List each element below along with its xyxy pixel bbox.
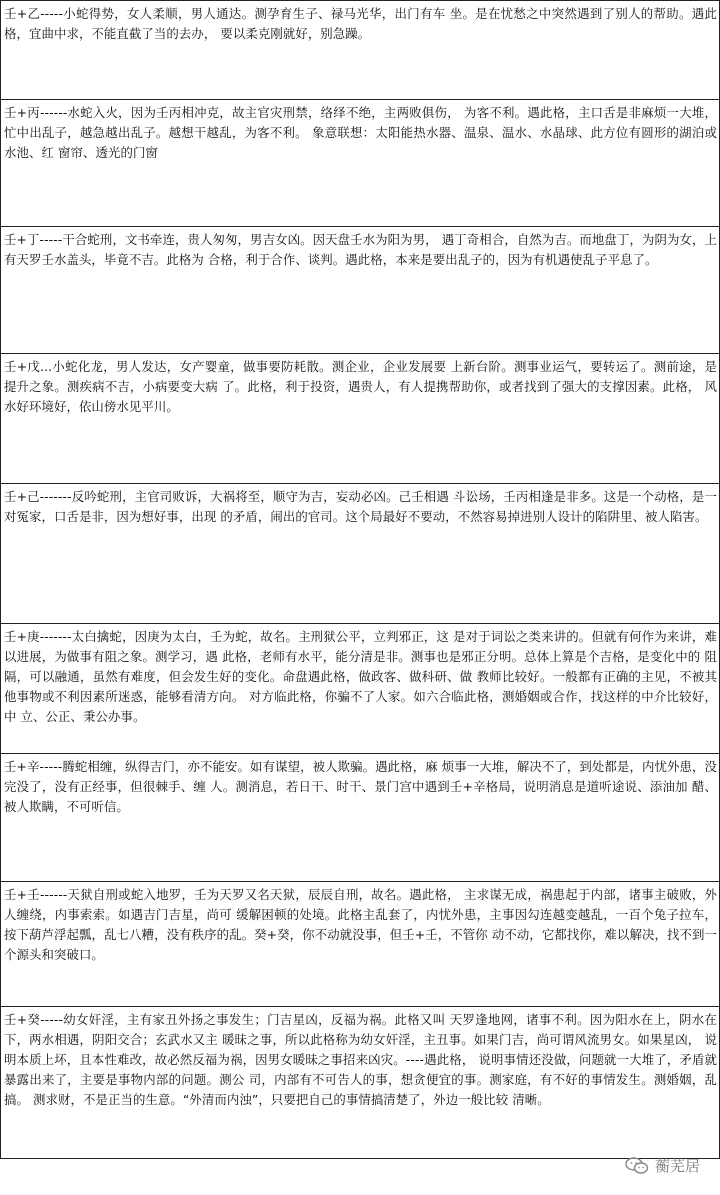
row-text: 壬+乙-----小蛇得势，女人柔顺，男人通达。测孕育生子、禄马光华，出门有车 坐。是在忧愁之中突然遇到了别人的帮助。遇此格，宜曲中求，不能直截了当的去办， 要以柔克刚就好，别急躁。 <box>4 6 717 41</box>
table-row <box>1 1 719 100</box>
table-row <box>1 100 719 227</box>
table-row <box>1 484 719 624</box>
table-row <box>1 354 719 484</box>
table-row <box>1 754 719 882</box>
row-text: 壬+壬------天狱自刑或蛇入地罗，壬为天罗又名天狱，辰辰自刑，故名。遇此格， 主求谋无成，祸患起于内部，诸事主破败，外人缠绕，内事索索。如遇吉门吉星，尚可 缓解困顿的处境。此格主乱套了，内忧外患，主事因勾连越变越乱，一百个兔子拉车， 按下葫芦浮起瓢，乱七八糟，没有秩序的乱。癸+癸，你不动就没事，但壬+壬，不管你 动不动，它都找你，难以解决，找不到一个源头和突破口。 <box>4 887 717 962</box>
watermark <box>625 1155 700 1176</box>
row-text: 壬+丙------水蛇入火，因为壬丙相冲克，故主官灾刑禁，络绎不绝，主两败俱伤， 为客不利。遇此格，主口舌是非麻烦一大堆，忙中出乱子，越急越出乱子。越想干越乱，为客不利。 象意联想：太阳能热水器、温泉、温水、水晶球、此方位有圆形的湖泊或水池、红 窗帘、透光的门窗 <box>4 105 717 160</box>
wechat-icon <box>625 1157 649 1175</box>
row-text: 壬+庚-------太白擒蛇，因庚为太白，壬为蛇，故名。主刑狱公平，立判邪正，这 是对于词讼之类来讲的。但就有何作为来讲，难以进展，为做事有阻之象。测学习，遇 此格，老师有水平，能分清是非。测事也是邪正分明。总体上算是个吉格，是变化中的 阻隔，可以融通，虽然有难度，但会发生好的变化。命盘遇此格，做政客、做科研、做 教师比较好。一般都有正确的主见，不被其他事物或不利因素所迷惑，能够看清方向。 对方临此格，你骗不了人家。如六合临此格，测婚姻或合作，找这样的中介比较好，中 立、公正、秉公办事。 <box>4 629 717 724</box>
row-text: 壬+辛-----腾蛇相缠，纵得吉门，亦不能安。如有谋望，被人欺骗。遇此格，麻 烦事一大堆，解决不了，到处都是，内忧外患，没完没了，没有正经事，但很棘手、缠 人。测消息，若日干、时干、景门宫中遇到壬+辛格局，说明消息是道听途说、添油加 醋、被人欺瞒，不可听信。 <box>4 759 717 814</box>
table-row <box>1 1007 719 1159</box>
row-text: 壬+戊...小蛇化龙，男人发达，女产婴童，做事要防耗散。测企业，企业发展要 上新台阶。测事业运气，要转运了。测前途，是提升之象。测疾病不吉，小病要变大病 了。此格，利于投资，遇贵人，有人提携帮助你，或者找到了强大的支撑因素。此格， 风水好环境好，依山傍水见平川。 <box>4 359 717 414</box>
table-row <box>1 227 719 354</box>
row-text: 壬+丁-----干合蛇刑，文书牵连，贵人匆匆，男吉女凶。因天盘壬水为阳为男， 遇丁奇相合，自然为吉。而地盘丁，为阴为女，上有天罗壬水盖头，毕竟不吉。此格为 合格，利于合作、谈判。遇此格，本来是要出乱子的，因为有机遇使乱子平息了。 <box>4 232 717 267</box>
watermark-text: 蘅芜居 <box>654 1157 700 1175</box>
row-text: 壬+己-------反吟蛇刑，主官司败诉，大祸将至，顺守为吉，妄动必凶。己壬相遇 斗讼场，壬丙相逢是非多。这是一个动格，是一对冤家，口舌是非，因为想好事，出现 的矛盾，闹出的官司。这个局最好不要动，不然容易掉进别人设计的陷阱里、被人陷害。 <box>4 489 717 524</box>
table-row <box>1 882 719 1007</box>
table-row <box>1 624 719 754</box>
row-text: 壬+癸-----幼女奸淫，主有家丑外扬之事发生；门吉星凶，反福为祸。此格又叫 天罗逢地网，诸事不利。因为阳水在上，阴水在下，两水相遇，阴阳交合；玄武水又主 暖昧之事，所以此格称为幼女奸淫，主丑事。如果门吉，尚可谓风流男女。如果星凶， 说明本质上坏，且本性难改，故必然反福为祸，因男女暖昧之事招来凶灾。----遇此格， 说明事情还没做，问题就一大堆了，矛盾就暴露出来了，主要是事物内部的问题。测公 司，内部有不可告人的事，想贪便宜的事。测家庭，有不好的事情发生。测婚姻，乱搞。 测求财，不是正当的生意。“外清而内浊”，只要把自己的事情搞清楚了，外边一般比较 清晰。 <box>4 1012 717 1107</box>
